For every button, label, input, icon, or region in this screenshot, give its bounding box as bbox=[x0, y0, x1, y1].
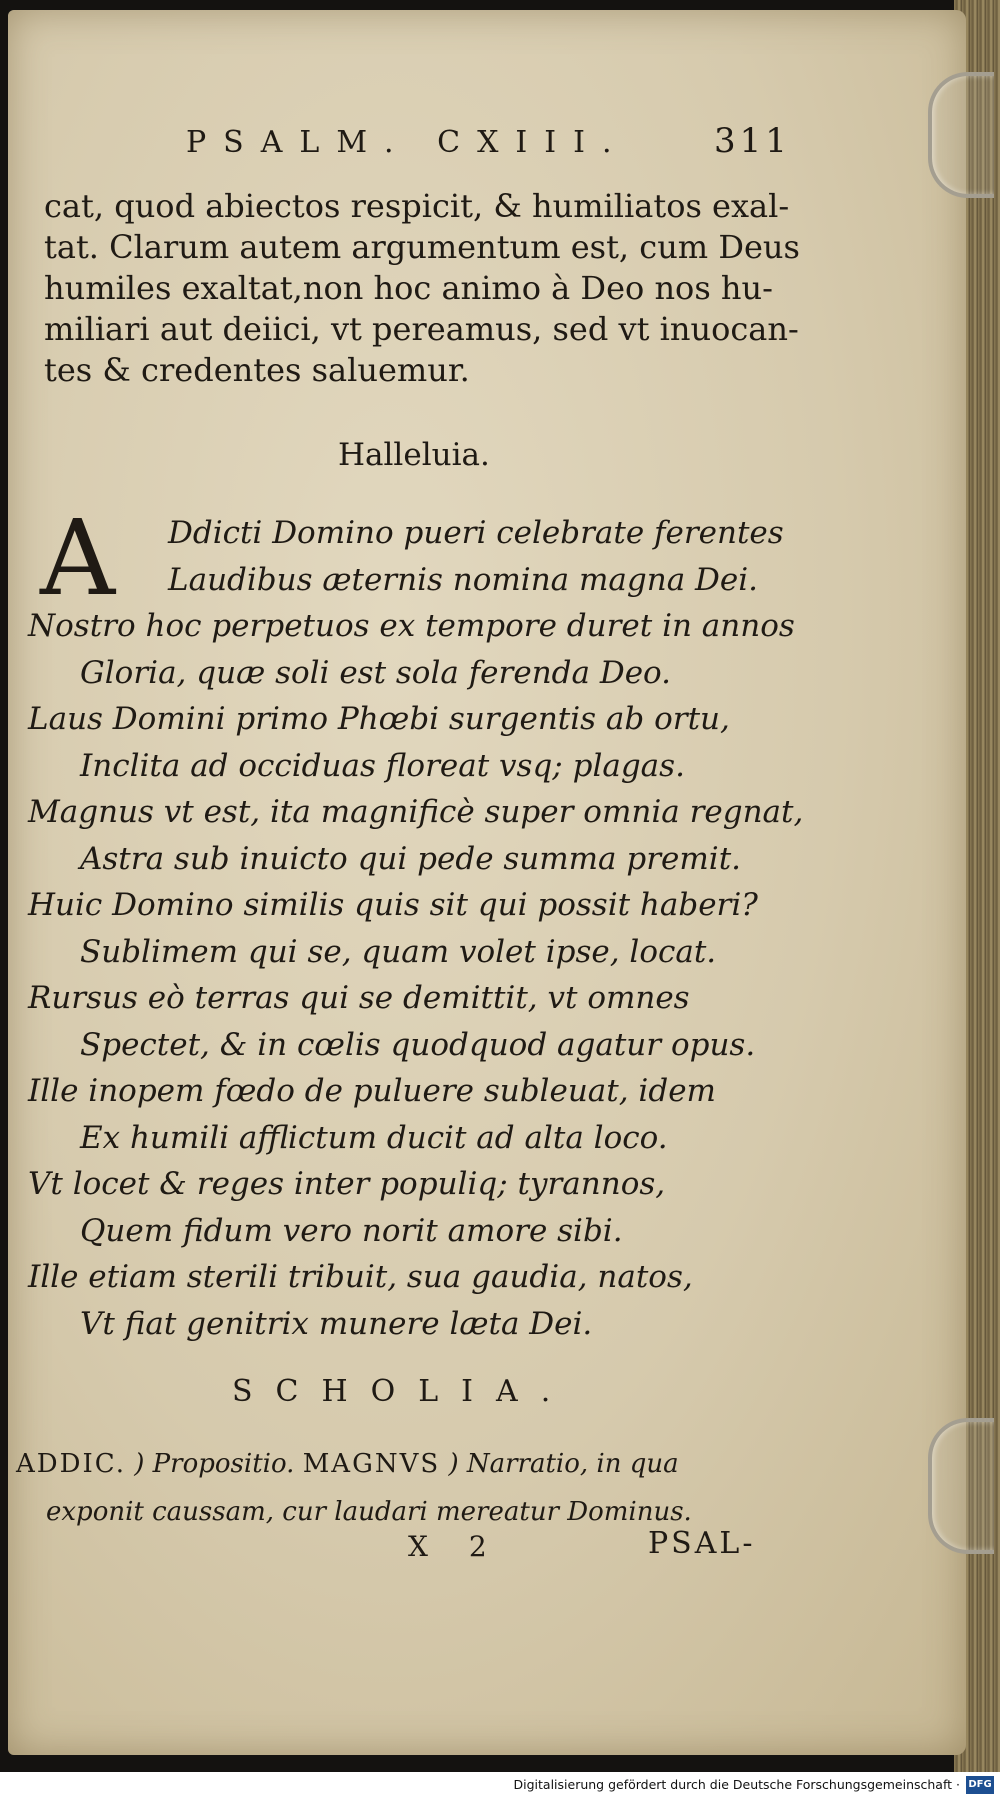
poem-line: Magnus vt est, ita magnificè super omnia regnat, bbox=[28, 794, 804, 830]
prose-paragraph bbox=[44, 186, 824, 391]
poem-line: Astra sub inuicto qui pede summa premit. bbox=[80, 840, 742, 877]
poem bbox=[28, 510, 818, 1347]
poem-line: Vt locet & reges inter populiq; tyrannos, bbox=[28, 1166, 666, 1202]
scholia-text: ) Propositio. bbox=[134, 1449, 295, 1479]
scholia-note bbox=[16, 1440, 816, 1536]
catchword: PSAL- bbox=[648, 1526, 756, 1561]
poem-line: Quem fidum vero norit amore sibi. bbox=[80, 1212, 623, 1249]
scholia-text: ) Narratio, in qua bbox=[448, 1449, 679, 1479]
scholia-heading: SCHOLIA. bbox=[232, 1374, 574, 1409]
poem-line: Nostro hoc perpetuos ex tempore duret in annos bbox=[28, 608, 795, 644]
signature-mark: X 2 bbox=[408, 1530, 503, 1563]
credit-bar bbox=[0, 1772, 1000, 1799]
dfg-logo-icon: DFG bbox=[966, 1776, 994, 1794]
poem-line: Spectet, & in cœlis quodquod agatur opus. bbox=[80, 1026, 756, 1063]
credit-text: Digitalisierung gefördert durch die Deutsche Forschungsgemeinschaft · bbox=[513, 1777, 960, 1792]
poem-line: Gloria, quæ soli est sola ferenda Deo. bbox=[80, 654, 672, 691]
prose-line: cat, quod abiectos respicit, & humiliatos exal- bbox=[44, 187, 790, 225]
prose-line: tat. Clarum autem argumentum est, cum Deus bbox=[44, 228, 800, 266]
poem-line: Laudibus æternis nomina magna Dei. bbox=[168, 561, 758, 598]
prose-line: tes & credentes saluemur. bbox=[44, 351, 470, 389]
scholia-line bbox=[16, 1440, 816, 1488]
poem-line: Inclita ad occiduas floreat vsq; plagas. bbox=[80, 747, 685, 784]
prose-line: miliari aut deiici, vt pereamus, sed vt inuocan- bbox=[44, 310, 799, 348]
poem-line: Ddicti Domino pueri celebrate ferentes bbox=[168, 515, 784, 551]
running-head bbox=[8, 121, 966, 185]
page-clip-top bbox=[928, 72, 994, 198]
poem-line: Ille inopem fœdo de puluere subleuat, idem bbox=[28, 1073, 716, 1109]
poem-line: Vt fiat genitrix munere læta Dei. bbox=[80, 1305, 593, 1342]
poem-line: Huic Domino similis quis sit qui possit haberi? bbox=[28, 887, 758, 923]
section-heading: Halleluia. bbox=[338, 437, 490, 473]
scholia-label: ADDIC. bbox=[16, 1449, 126, 1479]
poem-line: Laus Domini primo Phœbi surgentis ab ortu, bbox=[28, 701, 730, 737]
poem-line: Rursus eò terras qui se demittit, vt omnes bbox=[28, 980, 690, 1016]
prose-line: humiles exaltat,non hoc animo à Deo nos hu- bbox=[44, 269, 773, 307]
scholia-line: exponit caussam, cur laudari mereatur Dominus. bbox=[46, 1497, 692, 1527]
page-number: 311 bbox=[714, 121, 791, 161]
poem-line: Ex humili afflictum ducit ad alta loco. bbox=[80, 1119, 668, 1156]
scholia-label: MAGNVS bbox=[302, 1449, 441, 1479]
running-head-title: PSALM. CXIII. bbox=[186, 125, 629, 160]
poem-line: Sublimem qui se, quam volet ipse, locat. bbox=[80, 933, 717, 970]
page-clip-bottom bbox=[928, 1418, 994, 1554]
drop-cap: A bbox=[40, 497, 116, 619]
book-page bbox=[8, 10, 966, 1755]
poem-line: Ille etiam sterili tribuit, sua gaudia, natos, bbox=[28, 1259, 693, 1295]
